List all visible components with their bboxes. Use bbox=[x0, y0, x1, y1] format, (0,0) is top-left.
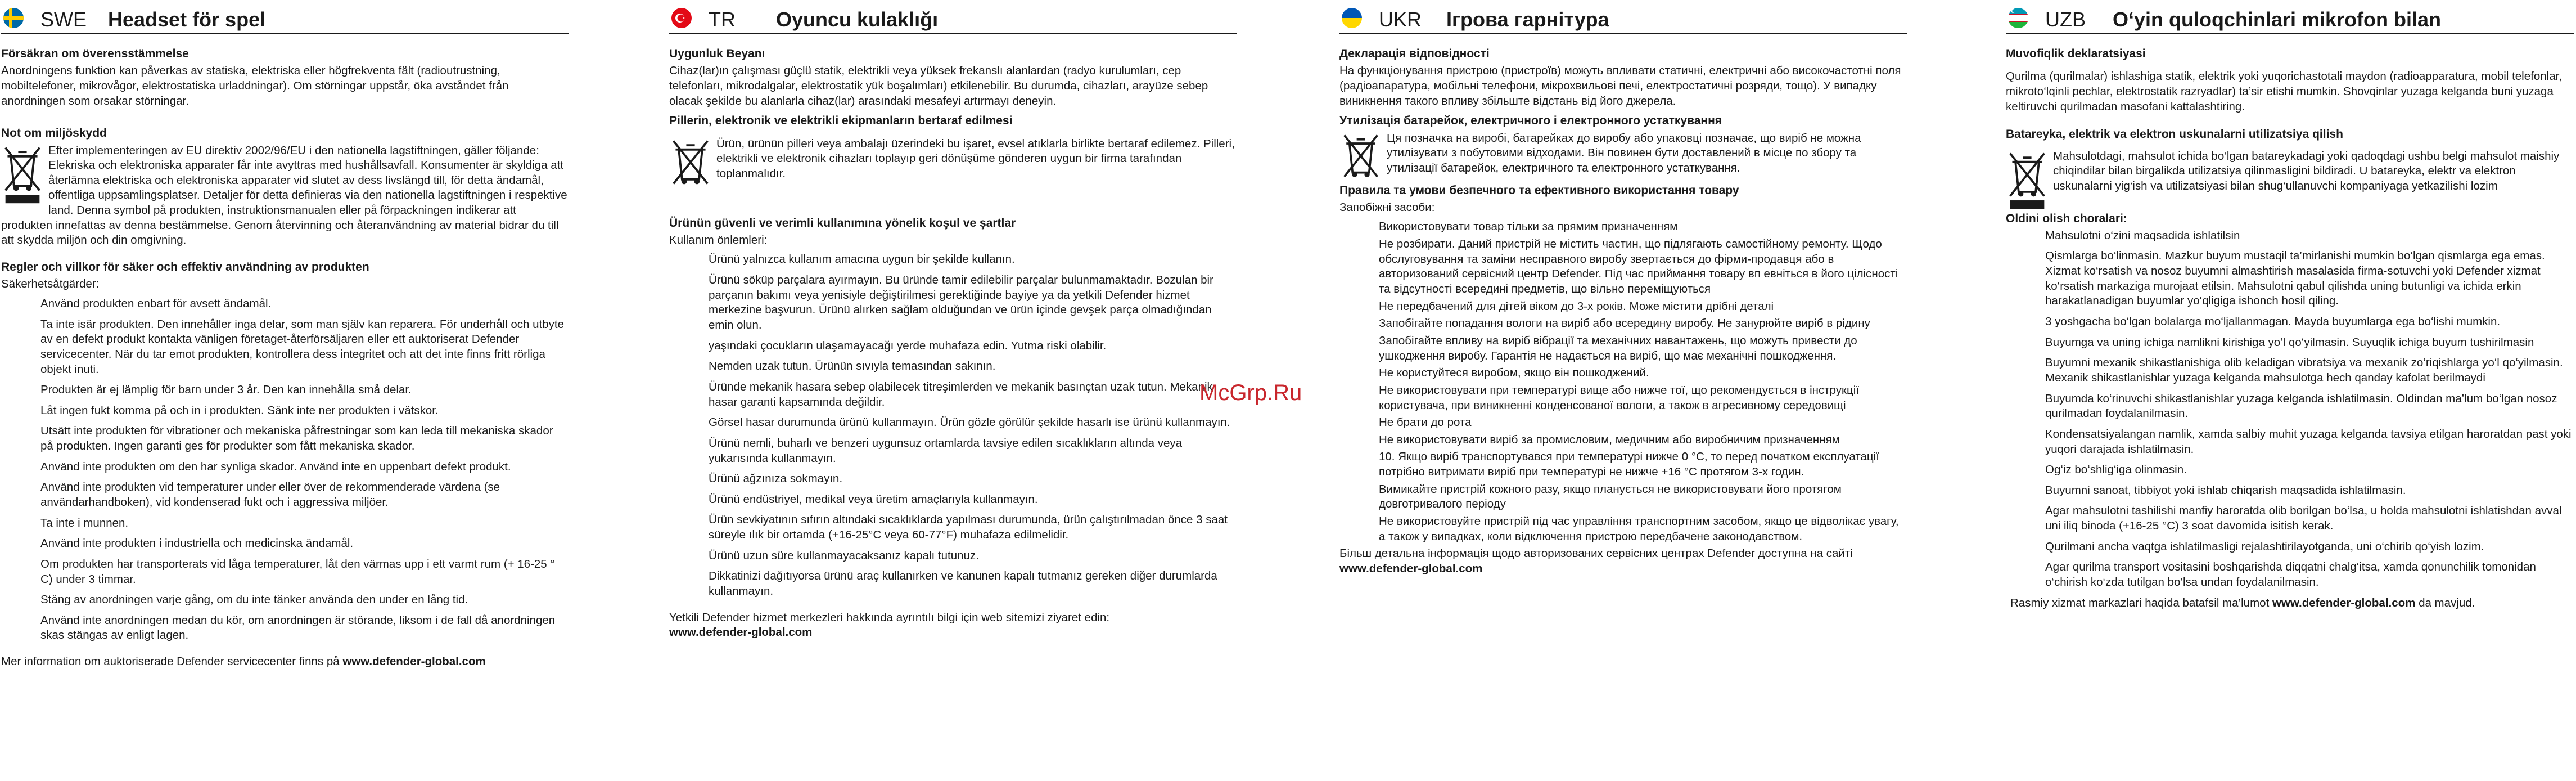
service-info bbox=[2006, 596, 2574, 611]
service-info bbox=[669, 611, 1237, 640]
service-info-suffix: da mavjud. bbox=[2419, 596, 2475, 609]
list-item: Не використовуйте пристрій під час управління транспортним засобом, якщо це відволікає увагу, а також у випадках, коли відключення пристрою передбачене законодавством. bbox=[1379, 514, 1899, 543]
page-title: Headset för spel bbox=[108, 8, 266, 31]
column-content bbox=[1, 46, 569, 674]
environment-block bbox=[2006, 149, 2574, 211]
list-item: Buyumni mexanik shikastlanishiga olib keladigan vibratsiya va mexanik zo‘riqishlarga yo‘l qo‘yilmasin. Mexanik shikastlanishlar yuzaga kelganda mahsulotga hech qanday kafolat berilmaydi bbox=[2045, 356, 2563, 384]
list-item: Görsel hasar durumunda ürünü kullanmayın. Ürün gözle görülür şekilde hasarlı ise ürünü kullanmayın. bbox=[709, 416, 1230, 429]
safety-list bbox=[2006, 228, 2574, 590]
page-title: Ігрова гарнітура bbox=[1446, 8, 1609, 31]
website-link[interactable]: www.defender-global.com bbox=[669, 626, 813, 639]
list-item: Не брати до рота bbox=[1379, 416, 1472, 429]
conformity-heading: Försäkran om överensstämmelse bbox=[1, 47, 189, 60]
list-item: Buyumda ko‘rinuvchi shikastlanishlar yuzaga kelganda ishlatilmasin. Oldindan ma’lum bo‘lgan nosoz qurilmadan foydalanilmasin. bbox=[2045, 392, 2557, 420]
list-item: Ürünü yalnızca kullanım amacına uygun bir şekilde kullanın. bbox=[709, 253, 1015, 266]
page-title: Oyuncu kulaklığı bbox=[776, 8, 939, 31]
language-code: UKR bbox=[1379, 8, 1422, 31]
list-item: Ürünü söküp parçalara ayırmayın. Bu üründe tamir edilebilir parçalar bulunmamaktadır. Bozulan bir parçanın bakımı veya yenisiyle değiştirilmesi gerektiğinde bayiye ya da yetkili Defender hizmet merkezine başvurun. Ürünü alırken sağlam olduğundan ve ürün içinde gevşek parça olmadığından emin olun. bbox=[709, 273, 1213, 332]
column-content bbox=[1339, 46, 1907, 581]
column-swe bbox=[1, 0, 569, 781]
rules-heading: Правила та умови безпечного та ефективного використання товару bbox=[1339, 183, 1739, 197]
list-item: Не передбачений для дітей віком до 3-х років. Може містити дрібні деталі bbox=[1379, 299, 1774, 313]
rules-heading: Regler och villkor för säker och effektiv användning av produkten bbox=[1, 261, 369, 273]
list-item: Ta inte i munnen. bbox=[40, 516, 129, 529]
environment-text: Mahsulotdagi, mahsulot ichida bo‘lgan batareykadagi yoki qadoqdagi ushbu belgi mahsulot maishiy chiqindilar bilan birgalikda utilizatsiya qilinmasligini bildiradi. U batareyka, elektr va elektron uskunalarni yig‘ish va utilizatsiyasi bilan shug‘ullanuvchi kompaniyaga yetkazilishi lozim bbox=[2053, 149, 2560, 192]
list-item: Не використовувати виріб за промисловим, медичним або виробничим призначенням bbox=[1379, 433, 1840, 446]
list-item: Om produkten har transporterats vid låga temperaturer, låt den värmas upp i ett varmt rum (+ 16-25 ° C) under 3 timmar. bbox=[40, 557, 555, 586]
environment-heading: Pillerin, elektronik ve elektrikli ekipmanların bertaraf edilmesi bbox=[669, 114, 1013, 128]
website-link[interactable]: www.defender-global.com bbox=[1339, 562, 1483, 575]
list-item: Ürünü uzun süre kullanmayacaksanız kapalı tutunuz. bbox=[709, 549, 979, 562]
sweden-flag-icon bbox=[3, 8, 24, 28]
safety-label: Kullanım önlemleri: bbox=[669, 233, 768, 246]
environment-block bbox=[1339, 131, 1907, 183]
list-item: Agar qurilma transport vositasini boshqarishda diqqatni chalg‘itsa, xamda qonunchilik tomonidan o‘chirish ko‘zda tutilgan bo‘lsa undan foydalanilmasin. bbox=[2045, 560, 2536, 589]
list-item: Qismlarga bo‘linmasin. Mazkur buyum mustaqil ta’mirlanishi mumkin bo‘lgan qismlarga ega emas. Xizmat ko‘rsatish va nosoz buyumni almashtirish masalasida firma-sotuvchi yoki Defender xizmat ko‘rsatish markaziga murojaat etilsin. Mahsulotni qabul qilishda uning butunligi va ichida erkin harakatlanadigan buyumlar yo‘qligiga ishonch hosil qiling. bbox=[2045, 249, 2545, 308]
column-content bbox=[669, 46, 1237, 645]
weee-bin-icon bbox=[1339, 131, 1382, 183]
turkey-flag-icon bbox=[671, 8, 692, 28]
safety-list bbox=[669, 252, 1237, 599]
conformity-text: Anordningens funktion kan påverkas av statiska, elektriska eller högfrekventa fält (radioutrustning, mobiltelefoner, mikrovågor, elektrostatiska urladdningar). Om störningar uppstår, öka avståndet från anordningen som orsakar störningar. bbox=[1, 64, 509, 107]
ukraine-flag-icon bbox=[1342, 8, 1362, 28]
list-item: Вимикайте пристрій кожного разу, якщо планується не використовувати його протягом довготривалого періоду bbox=[1379, 482, 1842, 511]
header-divider bbox=[1, 33, 569, 34]
column-uzb bbox=[2006, 0, 2574, 781]
conformity-text: На функціонування пристрою (пристроїв) можуть впливати статичні, електричні або високочастотні поля (радіоапаратура, мобільні телефони, мікрохвильові печі, електростатичні розряди, тощо). У випадку виникнення такого впливу збільште відстань від його джерела. bbox=[1339, 64, 1901, 107]
list-item: Og‘iz bo‘shlig‘iga olinmasin. bbox=[2045, 463, 2187, 477]
list-item: Використовувати товар тільки за прямим призначенням bbox=[1379, 220, 1678, 234]
list-item: Stäng av anordningen varje gång, om du inte tänker använda den under en lång tid. bbox=[40, 593, 468, 607]
list-item: Använd produkten enbart för avsett ändamål. bbox=[40, 297, 272, 310]
list-item: Använd inte produkten om den har synliga skador. Använd inte en uppenbart defekt produkt. bbox=[40, 460, 511, 473]
conformity-heading: Декларація відповідності bbox=[1339, 47, 1490, 60]
language-code: SWE bbox=[40, 8, 87, 31]
language-code: TR bbox=[709, 8, 736, 31]
safety-list bbox=[1339, 219, 1907, 544]
list-item: Mahsulotni o‘zini maqsadida ishlatilsin bbox=[2045, 228, 2240, 242]
list-item: Не користуйтеся виробом, якщо він пошкоджений. bbox=[1379, 366, 1649, 380]
weee-bin-icon bbox=[669, 137, 712, 199]
header-divider bbox=[2006, 33, 2574, 34]
list-item: Använd inte produkten vid temperaturer under eller över de rekommenderade värdena (se användarhandboken), vid kondenserad fukt och i aggressiva miljöer. bbox=[40, 481, 500, 509]
list-item: Ürünü endüstriyel, medikal veya üretim amaçlarıyla kullanmayın. bbox=[709, 492, 1038, 506]
list-item: Agar mahsulotni tashilishi manfiy haroratda olib borilgan bo‘lsa, u holda mahsulotni ishlatishdan avval uni iliq binoda (+16-25 °C) 3 soat davomida isitish kerak. bbox=[2045, 504, 2562, 533]
header-divider bbox=[669, 33, 1237, 34]
environment-text: Efter implementeringen av EU direktiv 2002/96/EU i den nationella lagstiftningen, gäller följande: Elekriska och elektroniska apparater får inte avyttras med hushållsavfall. Konsumenter är skyldiga att återlämna elektriska och elektroniska apparater vid slutet av dess livslängd till, för detta ändamål, offentliga uppsamlingsplatser. Detaljer för detta definieras via den nationella lagstiftningen i respektive land. Denna symbol på produkten, instruktionsmanualen eller på förpackningen indikerar att produkten innefattas av denna bestämmelse. Genom återvinning och återanvändning av material bidrar du till att skydda miljön och din omgivning. bbox=[1, 143, 567, 247]
list-item: Använd inte anordningen medan du kör, om anordningen är störande, liksom i de fall då anordningen skas stängas av enligt lagen. bbox=[40, 613, 556, 642]
page-title: O‘yin quloqchinlari mikrofon bilan bbox=[2113, 8, 2442, 31]
list-item: Не розбирати. Даний пристрій не містить частин, що підлягають самостійному ремонту. Щодо обслуговування та заміни несправного виробу звертається до фірми-продавця або в авторизований сервісний центр Defender. Під час приймання товару вп евніться в його цілісності та відсутності всередині предметів, що вільно переміщуються bbox=[1379, 237, 1898, 296]
watermark: McGrp.Ru bbox=[1199, 380, 1302, 405]
environment-block bbox=[669, 137, 1237, 199]
column-header bbox=[1, 0, 569, 36]
language-code: UZB bbox=[2045, 8, 2086, 31]
conformity-heading: Muvofiqlik deklaratsiyasi bbox=[2006, 47, 2146, 60]
environment-heading: Утилізація батарейок, електричного і електронного устаткування bbox=[1339, 114, 1722, 128]
list-item: Nemden uzak tutun. Ürünün sıvıyla temasından sakının. bbox=[709, 360, 996, 373]
service-info-text: Yetkili Defender hizmet merkezleri hakkında ayrıntılı bilgi için web sitemizi ziyaret edin: bbox=[669, 611, 1110, 624]
column-header bbox=[2006, 0, 2574, 36]
conformity-text: Cihaz(lar)ın çalışması güçlü statik, elektrikli veya yüksek frekanslı alanlardan (radyo kurulumları, cep telefonları, mikrodalgalar, elektrostatik yük boşalımları) etkilenebilir. Bu durumda, cihazları, arayüze sebep olacak şekilde bu alanlarla cihaz(lar) arasındaki mesafeyi artırmayı deneyin. bbox=[669, 64, 1208, 107]
safety-label: Säkerhetsåtgärder: bbox=[1, 277, 100, 291]
column-header bbox=[669, 0, 1237, 36]
service-info bbox=[1339, 546, 1907, 576]
website-link[interactable]: www.defender-global.com bbox=[2272, 596, 2416, 609]
safety-list bbox=[1, 297, 569, 643]
list-item: Produkten är ej lämplig för barn under 3 år. Den kan innehålla små delar. bbox=[40, 383, 412, 397]
list-item: Üründe mekanik hasara sebep olabilecek titreşimlerden ve mekanik basınçtan uzak tutun. Mekanik hasar garanti kapsamında değildir. bbox=[709, 380, 1213, 409]
column-ukr bbox=[1339, 0, 1907, 781]
conformity-text: Qurilma (qurilmalar) ishlashiga statik, elektrik yoki yuqorichastotali maydon (radioapparatura, mobil telefonlar, mikroto‘lqinli pechlar, elektrostatik razryadlar) ta’sir etishi mumkin. Shovqinlar yuzaga kelganda buni yuzaga keltiruvchi qurilmadan masofani kattalashtiring. bbox=[2006, 70, 2562, 113]
list-item: 10. Якщо виріб транспортувався при температурі нижче 0 °С, то перед початком експлуатації потрібно витримати виріб при температурі не нижче +16 °С протягом 3-х годин. bbox=[1379, 450, 1879, 479]
website-link[interactable]: www.defender-global.com bbox=[342, 655, 486, 668]
weee-bin-icon bbox=[1, 143, 44, 205]
rules-heading: Ürünün güvenli ve verimli kullanımına yönelik koşul ve şartlar bbox=[669, 216, 1016, 230]
header-divider bbox=[1339, 33, 1907, 34]
list-item: Qurilmani ancha vaqtga ishlatilmasligi rejalashtirilayotganda, uni o‘chirib qo‘yish lozim. bbox=[2045, 540, 2484, 553]
environment-heading: Not om miljöskydd bbox=[1, 127, 107, 140]
list-item: Ürün sevkiyatının sıfırın altındaki sıcaklıklarda yapılması durumunda, ürün çalıştırılmadan önce 3 saat süreyle ılık bir ortamda (+16-25°C veya 60-77°F) muhafaza edilmelidir. bbox=[709, 513, 1228, 542]
environment-block bbox=[1, 143, 569, 253]
column-header bbox=[1339, 0, 1907, 36]
list-item: Buyumga va uning ichiga namlikni kirishiga yo‘l qo‘yilmasin. Suyuqlik ichiga buyum tushirilmasin bbox=[2045, 335, 2534, 349]
list-item: Använd inte produkten i industriella och medicinska ändamål. bbox=[40, 537, 354, 550]
service-info-text: Більш детальна інформація щодо авторизованих сервісних центрах Defender доступна на сайті bbox=[1339, 547, 1853, 560]
list-item: Запобігайте впливу на виріб вібрації та механічних навантажень, що можуть привести до ушкодження виробу. Гарантія не надається на виріб, що має механічні пошкодження. bbox=[1379, 334, 1857, 362]
service-info bbox=[1, 654, 569, 670]
conformity-heading: Uygunluk Beyanı bbox=[669, 47, 765, 60]
safety-label: Запобіжні засоби: bbox=[1339, 200, 1435, 214]
column-content bbox=[2006, 46, 2574, 615]
rules-heading: Oldini olish choralari: bbox=[2006, 212, 2127, 225]
environment-text: Ця позначка на виробі, батарейках до виробу або упаковці позначає, що виріб не можна утилізувати з побутовими відходами. Він повинен бути доставлений в місце по збору та утилізації батарейок, електричного та електронного устаткування. bbox=[1387, 131, 1861, 174]
list-item: Låt ingen fukt komma på och in i produkten. Sänk inte ner produkten i vätskor. bbox=[40, 403, 439, 417]
list-item: Ürünü nemli, buharlı ve benzeri uygunsuz ortamlarda tavsiye edilen sıcaklıkların altında veya yukarısında kullanmayın. bbox=[709, 436, 1183, 465]
list-item: Запобігайте попадання вологи на виріб або всередину виробу. Не занурюйте виріб в рідину bbox=[1379, 317, 1870, 330]
column-tr bbox=[669, 0, 1237, 781]
list-item: Ta inte isär produkten. Den innehåller inga delar, som man själv kan reparera. För underhåll och utbyte av en defekt produkt kontakta vänligen företaget-återförsäljaren eller ett auktoriserat Defender servicecenter. När du tar emot produkten, kontrollera dess integritet och att det inte finns fritt rörliga objekt inuti. bbox=[40, 317, 564, 376]
list-item: Не використовувати при температурі вище або нижче тої, що рекомендується в інструкції користувача, при виникненні конденсованої вологи, а також в агресивному середовищі bbox=[1379, 383, 1860, 412]
list-item: yaşındaki çocukların ulaşamayacağı yerde muhafaza edin. Yutma riski olabilir. bbox=[709, 339, 1107, 352]
service-info-text: Rasmiy xizmat markazlari haqida batafsil ma’lumot bbox=[2010, 596, 2270, 609]
list-item: Buyumni sanoat, tibbiyot yoki ishlab chiqarish maqsadida ishlatilmasin. bbox=[2045, 483, 2406, 497]
list-item: 3 yoshgacha bo‘lgan bolalarga mo‘ljallanmagan. Mayda buyumlarga ega bo‘lishi mumkin. bbox=[2045, 315, 2501, 329]
uzbekistan-flag-icon bbox=[2008, 8, 2028, 28]
list-item: Kondensatsiyalangan namlik, xamda salbiy muhit yuzaga kelganda tavsiya etilgan haroratdan past yoki yuqori darajada ishlatilmasin. bbox=[2045, 427, 2572, 456]
environment-text: Ürün, ürünün pilleri veya ambalajı üzerindeki bu işaret, evsel atıklarla birlikte bertaraf edilemez. Pilleri, elektrikli ve elektronik cihazları toplayıp geri dönüşüme gönderen uygun bir firma tarafından toplanmalıdır. bbox=[716, 137, 1235, 180]
list-item: Dikkatinizi dağıtıyorsa ürünü araç kullanırken ve kanunen kapalı tutmanız gereken diğer durumlarda kullanmayın. bbox=[709, 569, 1217, 598]
service-info-text: Mer information om auktoriserade Defender servicecenter finns på bbox=[1, 655, 340, 668]
list-item: Utsätt inte produkten för vibrationer och mekaniska påfrestningar som kan leda till mekaniska skador på produkten. Ingen garanti ges för produkter som fått mekaniska skador. bbox=[40, 424, 553, 453]
list-item: Ürünü ağzınıza sokmayın. bbox=[709, 472, 843, 486]
weee-bin-icon bbox=[2006, 149, 2049, 211]
environment-heading: Batareyka, elektrik va elektron uskunalarni utilizatsiya qilish bbox=[2006, 128, 2343, 141]
